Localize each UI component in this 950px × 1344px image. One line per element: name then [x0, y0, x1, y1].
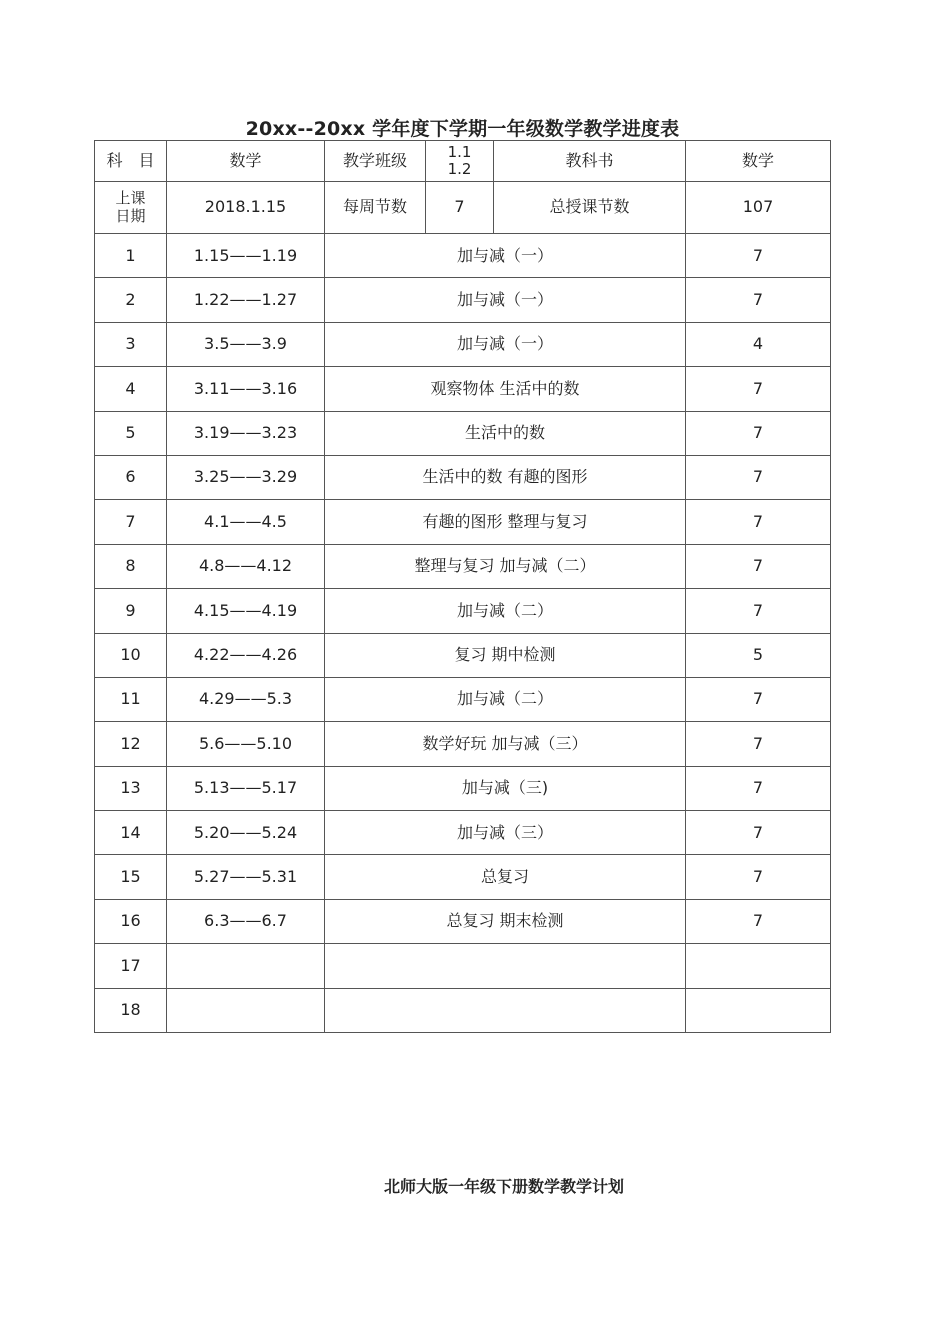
table-row	[95, 278, 831, 322]
dates-cell: 6.3——6.7	[167, 899, 325, 943]
table-row	[95, 811, 831, 855]
textbook-label: 教科书	[494, 141, 686, 182]
dates-cell: 4.1——4.5	[167, 500, 325, 544]
week-cell: 18	[95, 988, 167, 1032]
start-date-label-1: 上课	[115, 189, 146, 208]
textbook-value: 数学	[686, 141, 831, 182]
start-date-label	[95, 182, 167, 234]
content-cell: 整理与复习 加与减（二）	[325, 544, 686, 588]
content-cell: 加与减（一）	[325, 278, 686, 322]
content-cell: 总复习	[325, 855, 686, 899]
lessons-cell: 7	[686, 278, 831, 322]
subject-label: 科 目	[95, 141, 167, 182]
week-cell: 5	[95, 411, 167, 455]
dates-cell: 3.19——3.23	[167, 411, 325, 455]
content-cell: 总复习 期末检测	[325, 899, 686, 943]
dates-cell: 4.8——4.12	[167, 544, 325, 588]
lessons-cell: 7	[686, 677, 831, 721]
page-title: 20xx--20xx 学年度下学期一年级数学教学进度表	[245, 118, 680, 140]
content-cell	[325, 988, 686, 1032]
week-cell: 16	[95, 899, 167, 943]
subject-value: 数学	[167, 141, 325, 182]
dates-cell: 5.6——5.10	[167, 722, 325, 766]
lessons-cell: 7	[686, 766, 831, 810]
lessons-cell: 7	[686, 367, 831, 411]
week-cell: 8	[95, 544, 167, 588]
content-cell: 加与减（二）	[325, 677, 686, 721]
week-cell: 3	[95, 322, 167, 366]
week-cell: 12	[95, 722, 167, 766]
week-cell: 15	[95, 855, 167, 899]
class-value-1: 1.1	[447, 142, 472, 161]
content-cell: 观察物体 生活中的数	[325, 367, 686, 411]
dates-cell: 5.27——5.31	[167, 855, 325, 899]
start-date-label-2: 日期	[115, 206, 146, 225]
dates-cell: 3.25——3.29	[167, 455, 325, 499]
week-cell: 2	[95, 278, 167, 322]
content-cell: 加与减（三)	[325, 766, 686, 810]
lessons-cell	[686, 944, 831, 988]
schedule-table	[94, 140, 831, 1033]
content-cell: 有趣的图形 整理与复习	[325, 500, 686, 544]
dates-cell	[167, 988, 325, 1032]
dates-cell: 1.22——1.27	[167, 278, 325, 322]
total-lessons-label: 总授课节数	[494, 182, 686, 234]
week-cell: 1	[95, 234, 167, 278]
content-cell: 生活中的数	[325, 411, 686, 455]
header-row-subject	[95, 141, 831, 182]
table-row	[95, 411, 831, 455]
dates-cell: 4.22——4.26	[167, 633, 325, 677]
content-cell: 加与减（二）	[325, 589, 686, 633]
class-value	[426, 141, 494, 182]
table-row	[95, 367, 831, 411]
lessons-cell: 7	[686, 899, 831, 943]
week-cell: 9	[95, 589, 167, 633]
week-cell: 6	[95, 455, 167, 499]
lessons-cell: 7	[686, 411, 831, 455]
footer-title: 北师大版一年级下册数学教学计划	[383, 1177, 624, 1196]
table-row	[95, 944, 831, 988]
table-row	[95, 234, 831, 278]
class-label: 教学班级	[325, 141, 426, 182]
week-cell: 11	[95, 677, 167, 721]
class-value-2: 1.2	[447, 160, 472, 178]
lessons-cell: 7	[686, 722, 831, 766]
total-lessons-value: 107	[686, 182, 831, 234]
table-row	[95, 544, 831, 588]
weekly-lessons-label: 每周节数	[325, 182, 426, 234]
dates-cell: 4.15——4.19	[167, 589, 325, 633]
table-row	[95, 500, 831, 544]
dates-cell: 5.13——5.17	[167, 766, 325, 810]
week-cell: 14	[95, 811, 167, 855]
week-cell: 10	[95, 633, 167, 677]
dates-cell: 3.11——3.16	[167, 367, 325, 411]
table-row	[95, 322, 831, 366]
table-row	[95, 722, 831, 766]
dates-cell: 3.5——3.9	[167, 322, 325, 366]
lessons-cell: 7	[686, 455, 831, 499]
week-cell: 7	[95, 500, 167, 544]
week-cell: 13	[95, 766, 167, 810]
table-row	[95, 455, 831, 499]
content-cell: 加与减（三）	[325, 811, 686, 855]
table-row	[95, 988, 831, 1032]
table-row	[95, 766, 831, 810]
lessons-cell: 7	[686, 544, 831, 588]
content-cell: 加与减（一）	[325, 234, 686, 278]
dates-cell	[167, 944, 325, 988]
lessons-cell	[686, 988, 831, 1032]
start-date-value: 2018.1.15	[167, 182, 325, 234]
lessons-cell: 7	[686, 589, 831, 633]
lessons-cell: 7	[686, 811, 831, 855]
table-row	[95, 589, 831, 633]
weekly-lessons-value: 7	[426, 182, 494, 234]
content-cell: 复习 期中检测	[325, 633, 686, 677]
dates-cell: 4.29——5.3	[167, 677, 325, 721]
week-cell: 4	[95, 367, 167, 411]
lessons-cell: 4	[686, 322, 831, 366]
dates-cell: 1.15——1.19	[167, 234, 325, 278]
content-cell: 加与减（一）	[325, 322, 686, 366]
table-row	[95, 855, 831, 899]
content-cell	[325, 944, 686, 988]
table-row	[95, 633, 831, 677]
lessons-cell: 5	[686, 633, 831, 677]
lessons-cell: 7	[686, 855, 831, 899]
dates-cell: 5.20——5.24	[167, 811, 325, 855]
table-row	[95, 677, 831, 721]
content-cell: 生活中的数 有趣的图形	[325, 455, 686, 499]
lessons-cell: 7	[686, 500, 831, 544]
table-row	[95, 899, 831, 943]
week-cell: 17	[95, 944, 167, 988]
header-row-schedule	[95, 182, 831, 234]
lessons-cell: 7	[686, 234, 831, 278]
content-cell: 数学好玩 加与减（三）	[325, 722, 686, 766]
